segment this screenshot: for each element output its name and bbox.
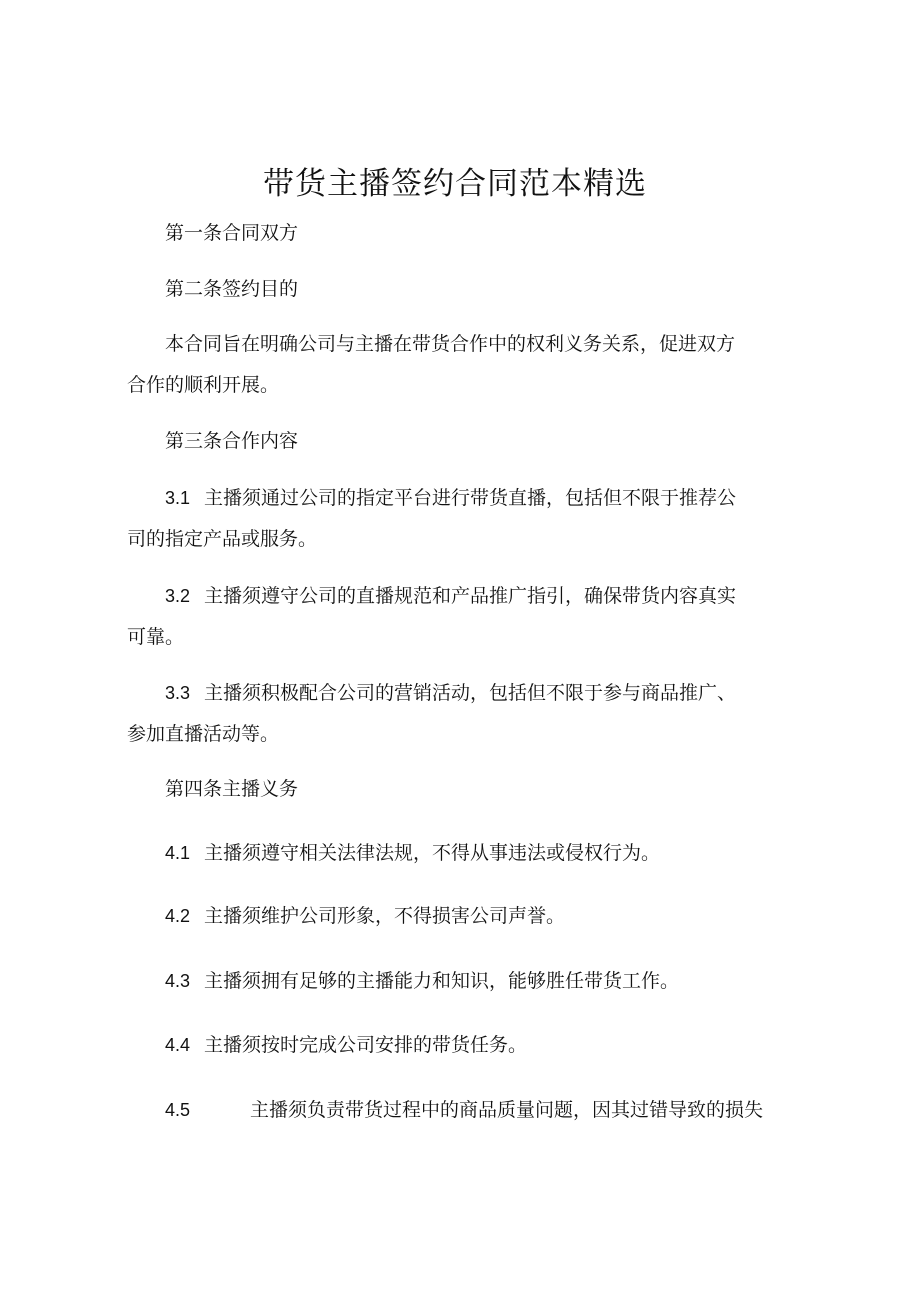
clause-number: 3.1 <box>165 488 191 508</box>
clause-3-2-continued: 可靠。 <box>127 626 185 648</box>
article-4-heading: 第四条主播义务 <box>165 778 299 800</box>
clause-text: 主播须遵守公司的直播规范和产品推广指引，确保带货内容真实 <box>204 585 737 607</box>
clause-text: 主播须维护公司形象，不得损害公司声誉。 <box>204 905 566 927</box>
clause-number: 4.3 <box>165 971 191 991</box>
article-1-heading: 第一条合同双方 <box>165 222 299 244</box>
clause-number: 4.5 <box>165 1100 191 1120</box>
article-2-heading: 第二条签约目的 <box>165 278 299 300</box>
clause-4-1 <box>127 830 825 876</box>
clause-text: 主播须积极配合公司的营销活动，包括但不限于参与商品推广、 <box>204 682 737 704</box>
clause-4-5 <box>127 1087 825 1133</box>
clause-number: 4.1 <box>165 843 191 863</box>
clause-text: 主播须负责带货过程中的商品质量问题，因其过错导致的损失 <box>250 1099 764 1121</box>
clause-3-1-continued: 司的指定产品或服务。 <box>127 528 318 550</box>
clause-number: 4.2 <box>165 906 191 926</box>
clause-number: 3.3 <box>165 683 191 703</box>
clause-3-3-continued: 参加直播活动等。 <box>127 723 280 745</box>
article-2-body-line-1: 本合同旨在明确公司与主播在带货合作中的权利义务关系，促进双方 <box>165 333 736 355</box>
clause-text: 主播须按时完成公司安排的带货任务。 <box>204 1034 528 1056</box>
article-2-body-line-2: 合作的顺利开展。 <box>127 374 280 396</box>
clause-4-4 <box>127 1022 825 1068</box>
clause-text: 主播须遵守相关法律法规，不得从事违法或侵权行为。 <box>204 842 661 864</box>
clause-3-2 <box>127 573 825 619</box>
document-title: 带货主播签约合同范本精选 <box>263 166 647 202</box>
clause-3-1 <box>127 475 825 521</box>
clause-4-2 <box>127 893 825 939</box>
clause-4-3 <box>127 958 825 1004</box>
clause-3-3 <box>127 670 825 716</box>
clause-text: 主播须通过公司的指定平台进行带货直播，包括但不限于推荐公 <box>204 487 737 509</box>
clause-number: 3.2 <box>165 586 191 606</box>
article-3-heading: 第三条合作内容 <box>165 430 299 452</box>
clause-number: 4.4 <box>165 1035 191 1055</box>
clause-text: 主播须拥有足够的主播能力和知识，能够胜任带货工作。 <box>204 970 680 992</box>
